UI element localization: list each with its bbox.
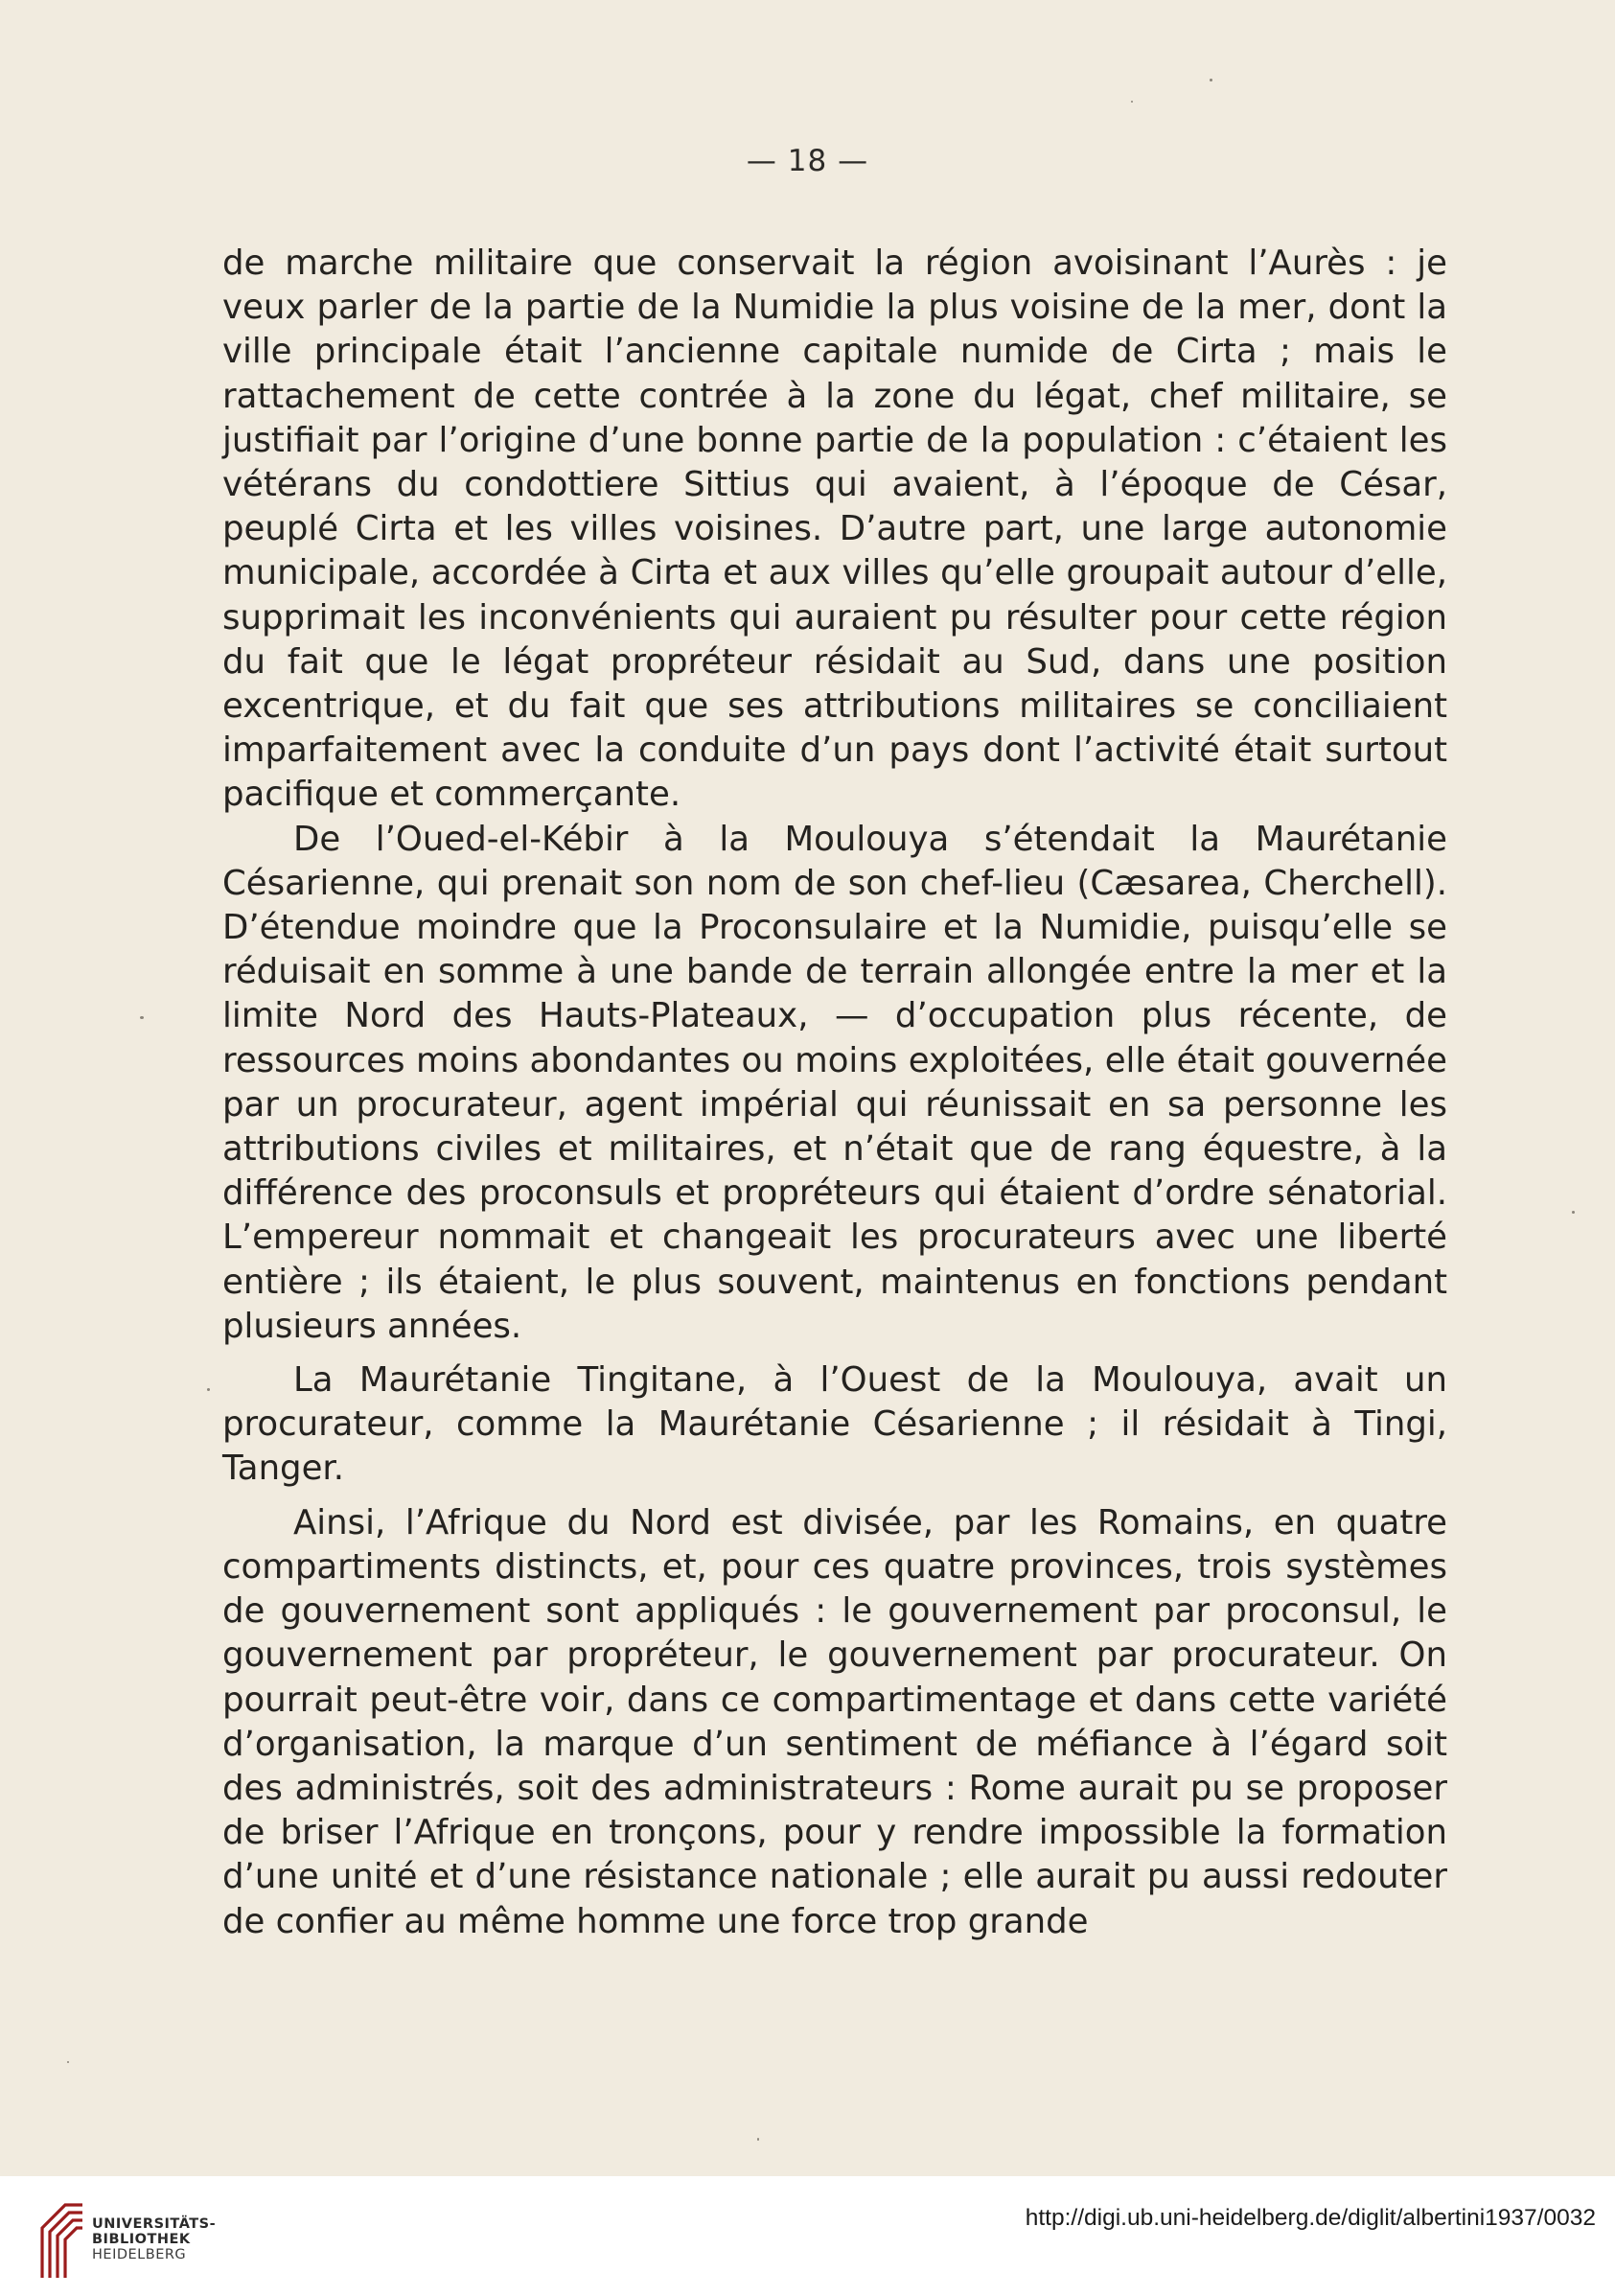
scan-speck [207,1388,210,1391]
library-name-line1: UNIVERSITÄTS- [92,2216,217,2232]
scan-speck [140,1016,144,1019]
library-name-line2: BIBLIOTHEK [92,2232,191,2247]
paragraph-2: De l’Oued-el-Kébir à la Moulouya s’étendait la Maurétanie Césarienne, qui prenait son nom de son chef-lieu (Cæsarea, Cherchell). D’étendue moindre que la Proconsulaire et la Numidie, puisqu’elle se réduisait en somme à une bande de terrain allongée entre la mer et la limite Nord des Hauts-Plateaux, — d’occupation plus récente, de ressources moins abondantes ou moins exploitées, elle était gouvernée par un procurateur, agent impérial qui réunissait en sa personne les attributions civiles et militaires, et n’était que de rang équestre, à la différence des proconsuls et propréteurs qui étaient d’ordre sénatorial. L’empereur nommait et changeait les procurateurs avec une liberté entière ; ils étaient, le plus souvent, maintenus en fonctions pendant plusieurs années. [222,819,1447,1346]
paragraph-4: Ainsi, l’Afrique du Nord est divisée, par les Romains, en quatre compartiments distincts, et, pour ces quatre provinces, trois systèmes de gouvernement sont appliqués : le gouvernement par proconsul, le gouvernement par propréteur, le gouvernement par procurateur. On pourrait peut-être voir, dans ce compartimentage et dans cette variété d’organisation, la marque d’un sentiment de méfiance à l’égard soit des administrés, soit des administrateurs : Rome aurait pu se proposer de briser l’Afrique en tronçons, pour y rendre impossible la formation d’une unité et d’une résistance nationale ; elle aurait pu aussi redouter de confier au même homme une force trop grande [222,1502,1447,1941]
scan-speck [757,2138,759,2141]
paragraph-3: La Maurétanie Tingitane, à l’Ouest de la Moulouya, avait un procurateur, comme la Maurétanie Césarienne ; il résidait à Tingi, Tanger. [222,1360,1447,1489]
library-name-line3: HEIDELBERG [92,2247,187,2262]
scan-speck [1131,101,1133,103]
library-logo-icon [36,2195,86,2282]
scan-speck [67,2061,69,2063]
source-url-link[interactable]: http://digi.ub.uni-heidelberg.de/diglit/albertini1937/0032 [1025,2205,1596,2231]
page-number: — 18 — [746,144,869,178]
library-name [92,2216,216,2262]
scan-speck [1210,79,1212,81]
footer-bar [0,2176,1615,2296]
paragraph-1: de marche militaire que conservait la région avoisinant l’Aurès : je veux parler de la partie de la Numidie la plus voisine de la mer, dont la ville principale était l’ancienne capitale numide de Cirta ; mais le rattachement de cette contrée à la zone du légat, chef militaire, se justifiait par l’origine d’une bonne partie de la population : c’étaient les vétérans du condottiere Sittius qui avaient, à l’époque de César, peuplé Cirta et les villes voisines. D’autre part, une large autonomie municipale, accordée à Cirta et aux villes qu’elle groupait autour d’elle, supprimait les inconvénients qui auraient pu résulter pour cette région du fait que le légat propréteur résidait au Sud, dans une position excentrique, et du fait que ses attributions militaires se conciliaient imparfaitement avec la conduite d’un pays dont l’activité était surtout pacifique et commerçante. [222,244,1447,815]
body-text [222,242,1447,1944]
scan-speck [1572,1211,1575,1214]
